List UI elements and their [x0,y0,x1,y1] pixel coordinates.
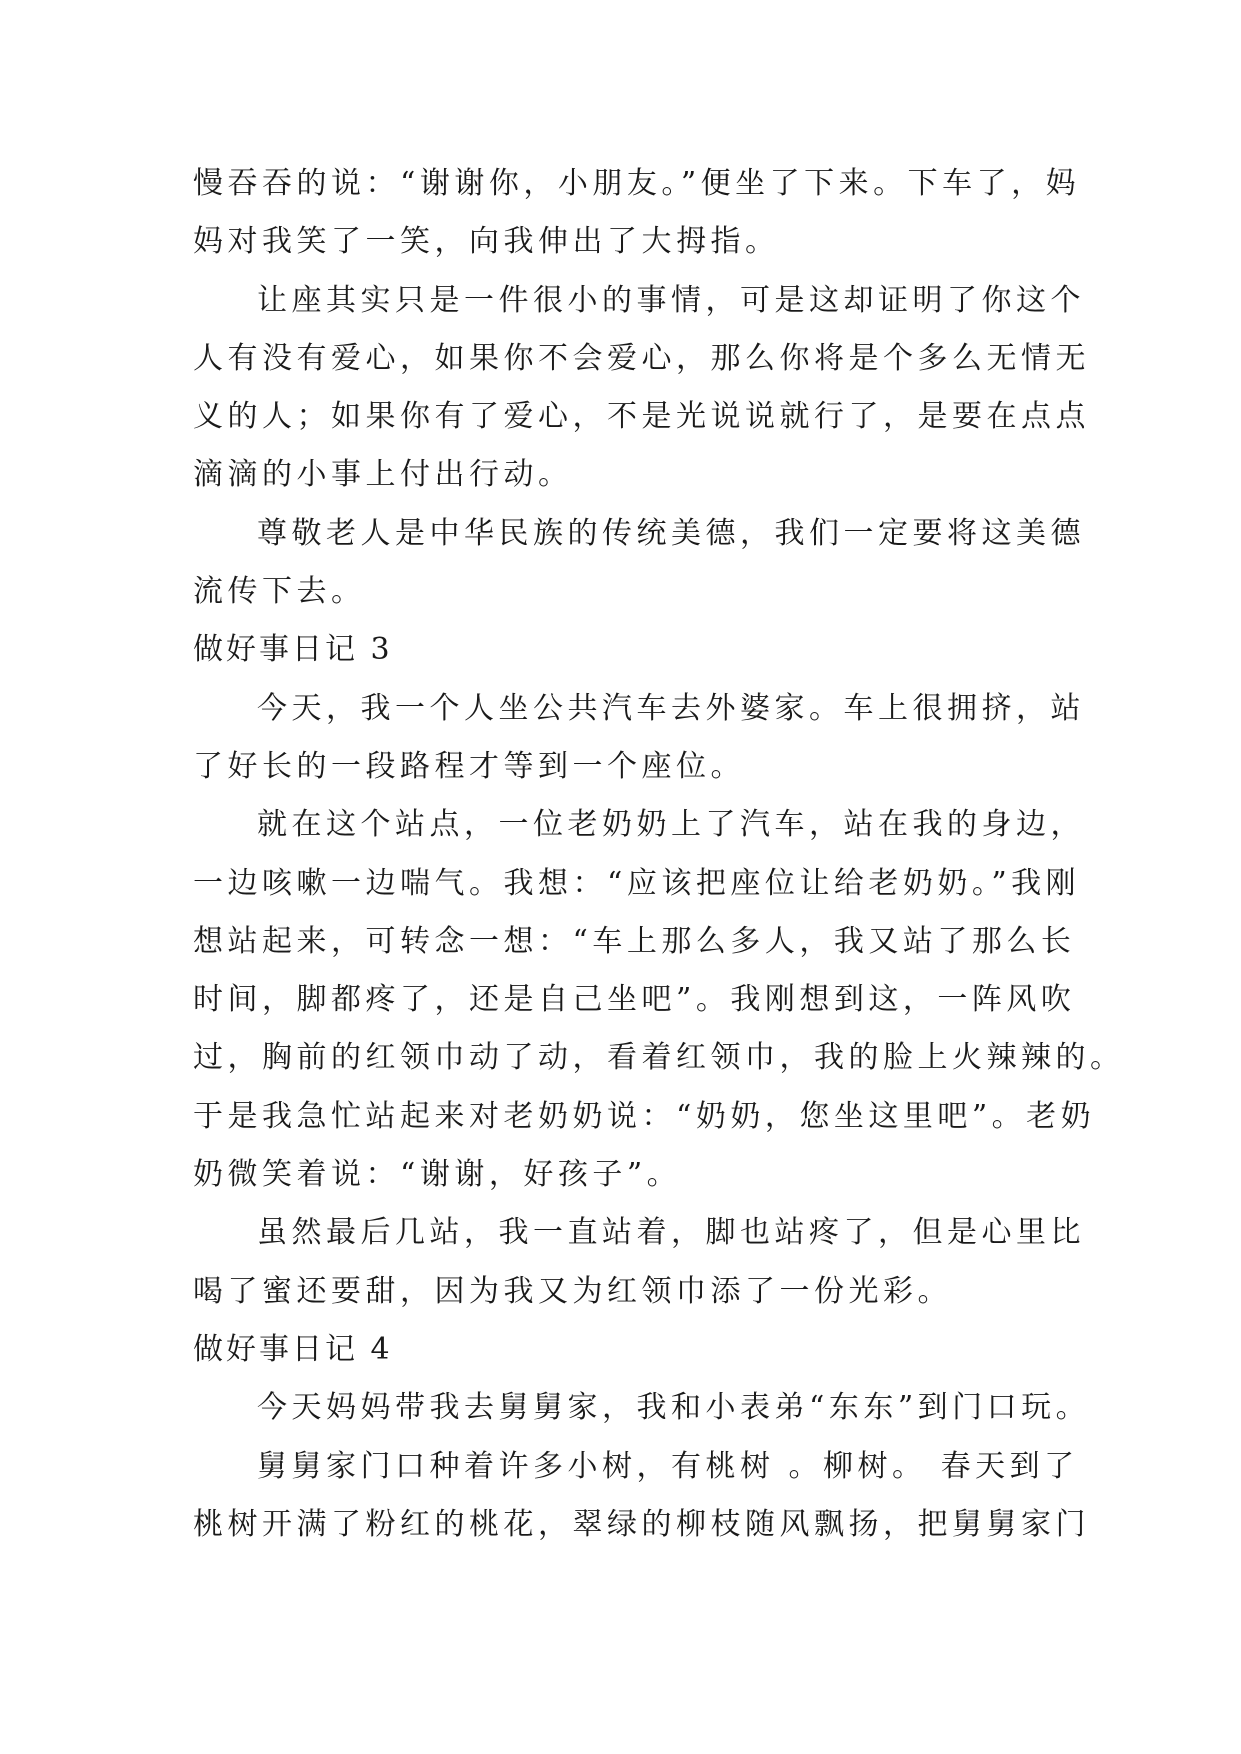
paragraph-start-line: 尊敬老人是中华民族的传统美德，我们一定要将这美德 [257,515,1085,551]
text-line: 奶微笑着说：“谢谢，好孩子”。 [193,1157,682,1193]
paragraph-start-line: 就在这个站点，一位老奶奶上了汽车，站在我的身边， [257,807,1085,843]
text-line: 人有没有爱心，如果你不会爱心，那么你将是个多么无情无 [193,340,1090,376]
paragraph-start-line: 舅舅家门口种着许多小树，有桃树 。柳树。 春天到了 [257,1448,1079,1484]
text-line: 想站起来，可转念一想：“车上那么多人，我又站了那么长 [193,923,1076,959]
text-line: 滴滴的小事上付出行动。 [193,457,573,493]
text-line: 妈对我笑了一笑，向我伸出了大拇指。 [193,224,780,260]
text-line: 喝了蜜还要甜，因为我又为红领巾添了一份光彩。 [193,1273,952,1309]
text-line: 时间，脚都疼了，还是自己坐吧”。我刚想到这，一阵风吹 [193,982,1076,1018]
text-line: 桃树开满了粉红的桃花，翠绿的柳枝随风飘扬，把舅舅家门 [193,1506,1090,1542]
document-page [193,155,1125,1554]
paragraph-start-line: 让座其实只是一件很小的事情，可是这却证明了你这个 [257,282,1085,318]
text-line: 流传下去。 [193,574,366,610]
text-line: 一边咳嗽一边喘气。我想：“应该把座位让给老奶奶。”我刚 [193,865,1081,901]
section-heading: 做好事日记 4 [193,1331,393,1367]
paragraph-start-line: 虽然最后几站，我一直站着，脚也站疼了，但是心里比 [257,1215,1085,1251]
paragraph-start-line: 今天妈妈带我去舅舅家，我和小表弟“东东”到门口玩。 [257,1390,1091,1426]
text-line: 义的人；如果你有了爱心，不是光说说就行了，是要在点点 [193,399,1090,435]
section-heading: 做好事日记 3 [193,632,393,668]
text-line: 过，胸前的红领巾动了动，看着红领巾，我的脸上火辣辣的。 [193,1040,1125,1076]
paragraph-start-line: 今天，我一个人坐公共汽车去外婆家。车上很拥挤，站 [257,690,1085,726]
text-line: 于是我急忙站起来对老奶奶说：“奶奶，您坐这里吧”。老奶 [193,1098,1096,1134]
text-line: 慢吞吞的说：“谢谢你，小朋友。”便坐了下来。下车了，妈 [193,166,1081,201]
text-line: 了好长的一段路程才等到一个座位。 [193,748,745,784]
